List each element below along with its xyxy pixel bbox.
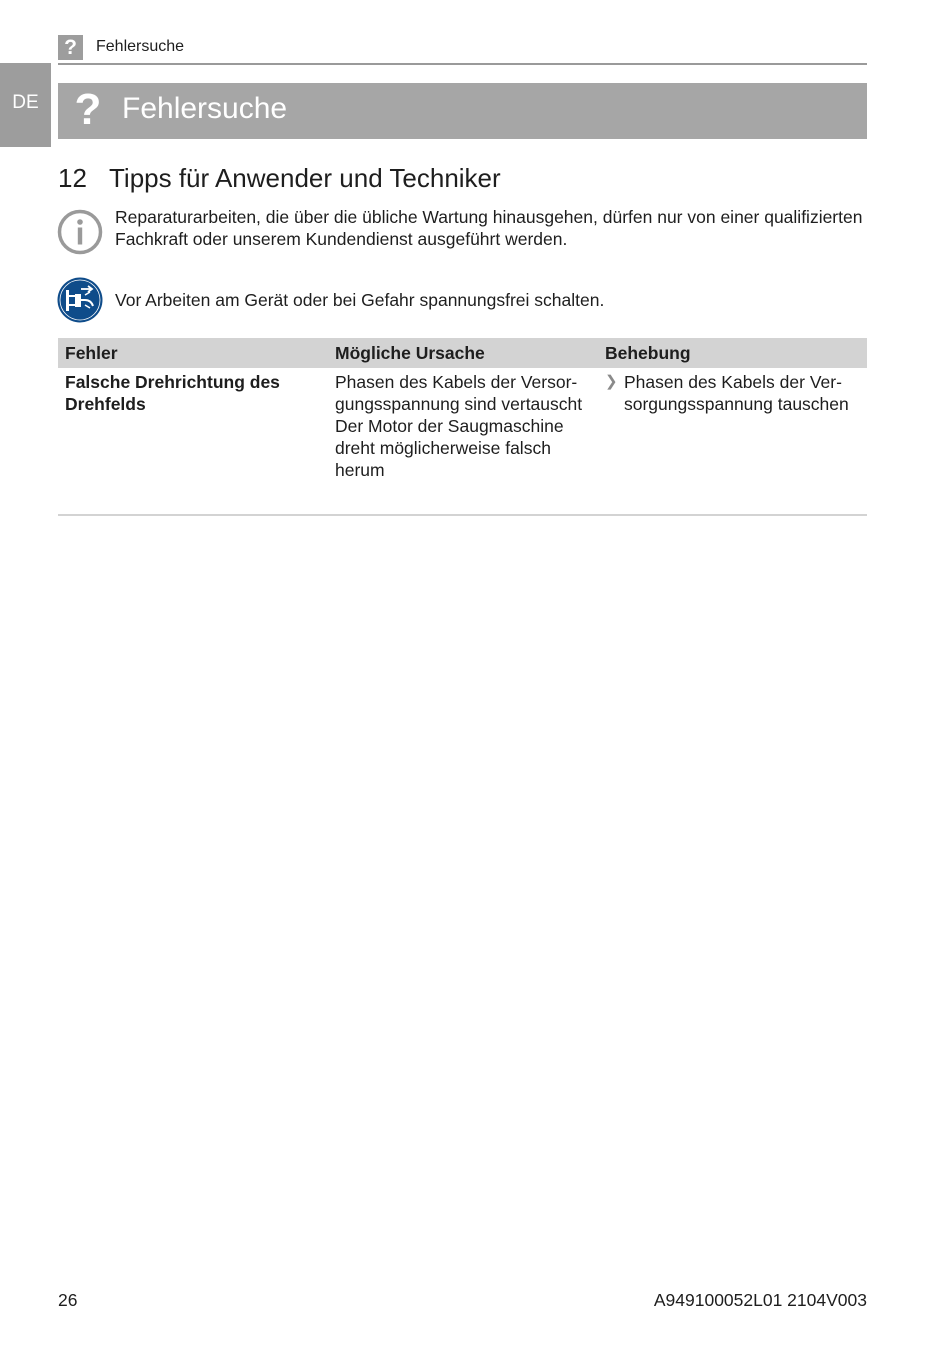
troubleshooting-table [58, 338, 867, 516]
fault-cell [65, 371, 315, 415]
remedy-cell [605, 371, 886, 415]
cause-line: Der Motor der Saugmaschine [335, 416, 564, 436]
fault-line: Falsche Drehrichtung des [65, 372, 280, 392]
column-header-cause: Mögliche Ursache [335, 343, 485, 363]
section-banner [58, 83, 867, 139]
running-header [58, 35, 867, 65]
info-notice-line: Fachkraft oder unserem Kundendienst ausgeführt werden. [115, 229, 568, 249]
cause-line: Phasen des Kabels der Versor- [335, 372, 578, 392]
fault-line: Drehfelds [65, 394, 146, 414]
cause-line: herum [335, 460, 385, 480]
language-label: DE [12, 92, 39, 113]
table-row [58, 368, 867, 516]
table-header-row [58, 338, 867, 368]
remedy-line: sorgungsspannung tauschen [624, 394, 849, 414]
info-icon [57, 209, 103, 255]
language-tab [0, 63, 51, 147]
info-notice-text [115, 206, 875, 250]
chapter-heading [58, 163, 501, 194]
document-code: A949100052L01 2104V003 [653, 1290, 867, 1310]
remedy-line: Phasen des Kabels der Ver- [624, 372, 842, 392]
question-icon: ? [74, 85, 102, 134]
disconnect-notice-text: Vor Arbeiten am Gerät oder bei Gefahr spannungsfrei schalten. [115, 290, 605, 310]
running-header-title: Fehlersuche [96, 38, 185, 55]
chevron-right-icon: ❯ [605, 373, 618, 390]
section-title: Fehlersuche [122, 92, 288, 125]
column-header-remedy: Behebung [605, 343, 691, 363]
column-header-fault: Fehler [65, 343, 118, 363]
disconnect-mains-icon [57, 277, 103, 323]
cause-line: gungsspannung sind vertauscht [335, 394, 583, 414]
cause-line: dreht möglicherweise falsch [335, 438, 551, 458]
chapter-number: 12 [58, 163, 87, 193]
chapter-title: Tipps für Anwender und Techniker [109, 163, 501, 193]
question-icon: ? [58, 35, 83, 60]
info-notice-line: Reparaturarbeiten, die über die übliche Wartung hinausgehen, dürfen nur von einer qualifizierten [115, 207, 863, 227]
page-number: 26 [58, 1290, 78, 1310]
cause-cell [335, 371, 595, 481]
